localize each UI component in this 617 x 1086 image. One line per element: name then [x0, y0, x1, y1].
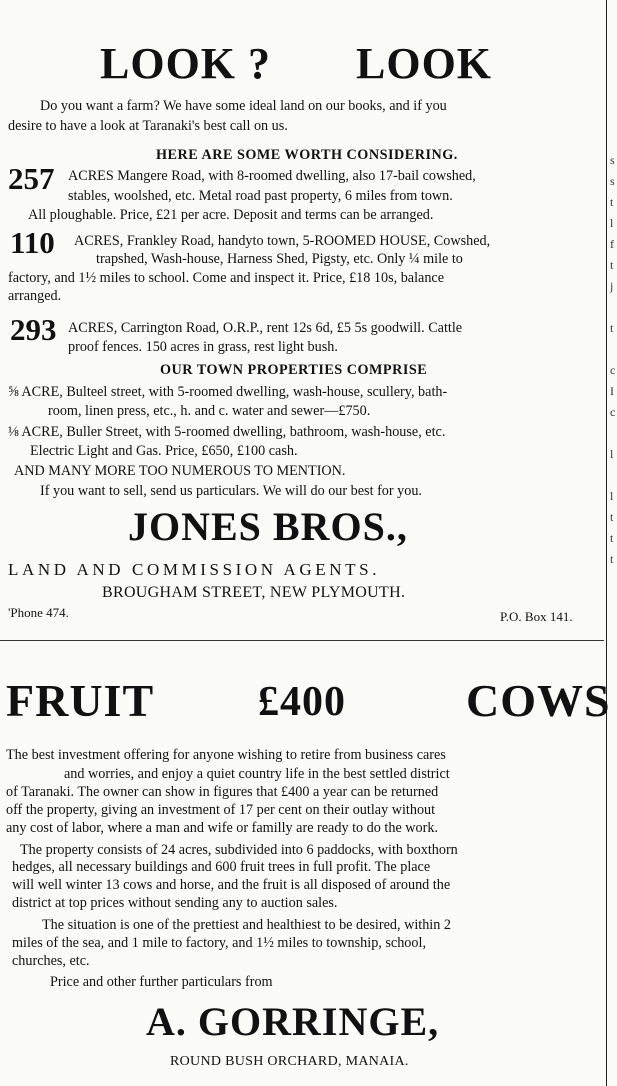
listing-110-line-1: ACRES, Frankley Road, handyto town, 5-ROOMED HOUSE, Cowshed, — [74, 233, 491, 249]
advertiser-name: A. GORRINGE, — [146, 999, 440, 1044]
subhead-town-properties: OUR TOWN PROPERTIES COMPRISE — [160, 362, 428, 378]
phone-number: 'Phone 474. — [8, 605, 69, 620]
headline-right: LOOK — [356, 39, 493, 88]
headline-price: £400 — [258, 679, 346, 725]
listing-257-number: 257 — [8, 161, 55, 196]
listing-257-line-3: All ploughable. Price, £21 per acre. Deposit and terms can be arranged. — [28, 207, 434, 223]
paragraph-2-line-2: hedges, all necessary buildings and 600 fruit trees in full profit. The place — [12, 859, 431, 875]
town-property-1-line-1: ⅝ ACRE, Bulteel street, with 5-roomed dwelling, wash-house, scullery, bath- — [8, 384, 448, 400]
paragraph-3-line-3: churches, etc. — [12, 953, 90, 969]
paragraph-4-line-1: Price and other further particulars from — [50, 974, 273, 990]
paragraph-2-line-3: will well winter 13 cows and horse, and the fruit is all disposed of around the — [12, 877, 451, 893]
listing-293-number: 293 — [10, 312, 57, 347]
paragraph-1-line-5: any cost of labor, where a man and wife or familly are ready to do the work. — [6, 820, 438, 836]
sell-line: If you want to sell, send us particulars. We will do our best for you. — [40, 483, 422, 499]
listing-110-line-4: arranged. — [8, 288, 62, 304]
town-property-2-line-2: Electric Light and Gas. Price, £650, £100 cash. — [30, 443, 298, 459]
listing-293-line-1: ACRES, Carrington Road, O.R.P., rent 12s 6d, £5 5s goodwill. Cattle — [68, 320, 463, 336]
town-property-2-line-1: ⅛ ACRE, Buller Street, with 5-roomed dwelling, bathroom, wash-house, etc. — [8, 424, 446, 440]
firm-trade: LAND AND COMMISSION AGENTS. — [8, 560, 381, 579]
many-more-line: AND MANY MORE TOO NUMEROUS TO MENTION. — [14, 463, 346, 479]
paragraph-2-line-4: district at top prices without sending any to auction sales. — [12, 895, 338, 911]
firm-name: JONES BROS., — [128, 504, 408, 549]
listing-110-line-2: trapshed, Wash-house, Harness Shed, Pigsty, etc. Only ¼ mile to — [96, 251, 463, 267]
paragraph-1-line-1: The best investment offering for anyone wishing to retire from business cares — [6, 747, 446, 763]
advertisement-divider — [0, 640, 604, 641]
advertiser-address: ROUND BUSH ORCHARD, MANAIA. — [170, 1054, 409, 1069]
town-property-1-line-2: room, linen press, etc., h. and c. water and sewer—£750. — [48, 403, 371, 419]
listing-257-line-2: stables, woolshed, etc. Metal road past property, 6 miles from town. — [68, 188, 453, 204]
headline-cows: COWS — [466, 675, 611, 726]
po-box: P.O. Box 141. — [500, 609, 573, 624]
headline-fruit: FRUIT — [6, 675, 155, 726]
intro-line-2: desire to have a look at Taranaki's best call on us. — [8, 118, 288, 134]
listing-257-line-1: ACRES Mangere Road, with 8-roomed dwelling, also 17-bail cowshed, — [68, 168, 476, 184]
column-rule — [606, 0, 607, 1086]
adjacent-column-fragments: s s t l f t j t c I c l l t t t — [610, 153, 616, 566]
paragraph-3-line-1: The situation is one of the prettiest and healthiest to be desired, within 2 — [42, 917, 451, 933]
firm-address: BROUGHAM STREET, NEW PLYMOUTH. — [102, 584, 406, 601]
subhead-worth-considering: HERE ARE SOME WORTH CONSIDERING. — [156, 147, 458, 163]
paragraph-3-line-2: miles of the sea, and 1 mile to factory, and 1½ miles to township, school, — [12, 935, 426, 951]
listing-110-number: 110 — [10, 225, 55, 260]
headline-left: LOOK ? — [100, 39, 272, 88]
orchard-advertisement — [0, 642, 611, 1086]
paragraph-1-line-2: and worries, and enjoy a quiet country life in the best settled district — [64, 766, 450, 782]
listing-110-line-3: factory, and 1½ miles to school. Come and inspect it. Price, £18 10s, balance — [8, 270, 445, 286]
intro-line-1: Do you want a farm? We have some ideal land on our books, and if you — [40, 98, 447, 114]
listing-293-line-2: proof fences. 150 acres in grass, rest light bush. — [68, 339, 338, 355]
paragraph-2-line-1: The property consists of 24 acres, subdivided into 6 paddocks, with boxthorn — [20, 842, 458, 858]
paragraph-1-line-4: off the property, giving an investment of 17 per cent on their outlay without — [6, 802, 436, 818]
paragraph-1-line-3: of Taranaki. The owner can show in figures that £400 a year can be returned — [6, 784, 439, 800]
